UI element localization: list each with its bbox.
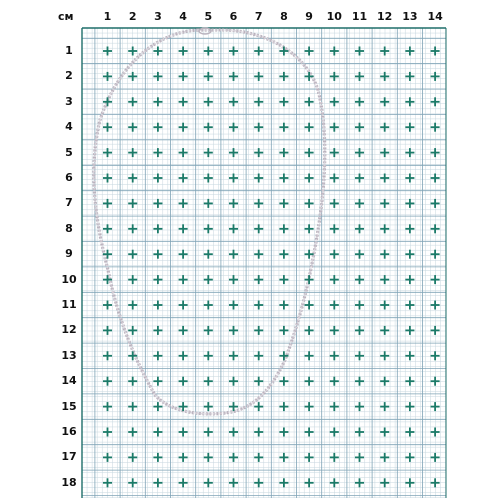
cross-marker [179, 199, 188, 208]
cross-marker [179, 301, 188, 310]
cross-marker [229, 428, 238, 437]
cross-marker [204, 478, 213, 487]
cross-marker [179, 326, 188, 335]
cross-marker [330, 351, 339, 360]
cross-marker [153, 351, 162, 360]
cross-marker [153, 377, 162, 386]
cross-marker [128, 377, 137, 386]
column-label: 3 [154, 10, 162, 23]
column-label: 14 [427, 10, 443, 23]
row-label: 7 [65, 196, 73, 210]
cross-marker [405, 174, 414, 183]
cross-marker [279, 250, 288, 259]
cross-marker [204, 199, 213, 208]
cross-marker [380, 301, 389, 310]
cross-marker [204, 174, 213, 183]
cross-marker [405, 250, 414, 259]
cross-marker [103, 428, 112, 437]
cross-marker [380, 377, 389, 386]
cross-marker [279, 428, 288, 437]
cross-marker [254, 47, 263, 56]
cross-marker [405, 47, 414, 56]
cross-marker [405, 199, 414, 208]
cross-marker [405, 453, 414, 462]
cross-marker [103, 199, 112, 208]
cross-marker [128, 453, 137, 462]
row-label: 5 [65, 145, 73, 159]
cross-marker [431, 199, 440, 208]
row-label: 18 [61, 475, 77, 489]
cross-marker [431, 351, 440, 360]
cross-marker [254, 224, 263, 233]
cross-marker [355, 428, 364, 437]
cross-marker [153, 428, 162, 437]
cross-marker [431, 402, 440, 411]
cross-marker [103, 326, 112, 335]
row-label: 16 [61, 425, 77, 438]
cross-marker [279, 326, 288, 335]
cross-marker [305, 275, 314, 284]
cross-marker [330, 377, 339, 386]
cross-marker [103, 148, 112, 157]
cross-marker [229, 148, 238, 157]
cross-marker [254, 428, 263, 437]
cross-marker [204, 47, 213, 56]
row-label: 10 [61, 272, 77, 286]
column-label: 12 [377, 10, 393, 23]
cross-marker [405, 301, 414, 310]
cross-marker [380, 428, 389, 437]
cross-marker [279, 174, 288, 183]
cross-marker [355, 351, 364, 360]
cross-marker [330, 301, 339, 310]
cross-marker [305, 478, 314, 487]
cross-marker [330, 326, 339, 335]
cross-marker [279, 377, 288, 386]
cross-marker [254, 250, 263, 259]
cross-marker [229, 199, 238, 208]
column-label: 2 [128, 10, 137, 23]
cross-marker [179, 377, 188, 386]
cross-marker [103, 224, 112, 233]
cross-marker [179, 428, 188, 437]
cross-marker [128, 402, 137, 411]
cross-marker [229, 402, 238, 411]
cross-marker [179, 174, 188, 183]
cross-marker [380, 326, 389, 335]
cross-marker [153, 326, 162, 335]
cross-marker [153, 47, 162, 56]
cross-marker [229, 250, 238, 259]
row-label: 15 [61, 399, 77, 413]
row-label: 17 [61, 450, 77, 464]
cross-marker [405, 377, 414, 386]
cross-marker [179, 47, 188, 56]
cross-marker [305, 301, 314, 310]
cross-marker [128, 224, 137, 233]
cross-marker [254, 326, 263, 335]
cross-marker [254, 148, 263, 157]
cross-marker [279, 199, 288, 208]
cross-marker [254, 199, 263, 208]
cross-marker [305, 351, 314, 360]
cross-marker [179, 224, 188, 233]
cross-marker [305, 47, 314, 56]
cross-marker [179, 275, 188, 284]
cross-marker [330, 174, 339, 183]
cross-marker [204, 402, 213, 411]
cross-marker [103, 478, 112, 487]
cross-marker [128, 174, 137, 183]
cross-marker [103, 301, 112, 310]
column-label: 1 [103, 10, 112, 23]
cross-marker [229, 377, 238, 386]
cross-marker [380, 478, 389, 487]
cross-marker [305, 250, 314, 259]
cross-marker [431, 428, 440, 437]
cross-marker [355, 174, 364, 183]
cross-marker [431, 377, 440, 386]
cross-marker [229, 301, 238, 310]
cross-marker [179, 250, 188, 259]
cross-marker [128, 326, 137, 335]
cross-marker [330, 148, 339, 157]
cross-marker [204, 326, 213, 335]
cross-marker [380, 453, 389, 462]
row-label: 12 [61, 323, 77, 337]
column-label: 5 [204, 10, 213, 23]
cross-marker [405, 428, 414, 437]
cross-marker [355, 148, 364, 157]
cross-marker [355, 275, 364, 284]
cross-marker [204, 377, 213, 386]
cross-marker [305, 453, 314, 462]
row-label: 2 [65, 69, 73, 83]
cross-marker [229, 453, 238, 462]
row-label: 8 [65, 221, 73, 235]
column-label: 9 [305, 10, 313, 23]
unit-label: см [58, 10, 74, 23]
cross-marker [103, 351, 112, 360]
cross-marker [204, 453, 213, 462]
cross-marker [431, 275, 440, 284]
cross-marker [204, 301, 213, 310]
minor-grid-lines [82, 28, 446, 498]
cross-marker [254, 478, 263, 487]
row-label: 4 [65, 120, 73, 134]
column-label: 8 [280, 10, 288, 23]
cross-marker [405, 351, 414, 360]
cross-marker [254, 275, 263, 284]
row-label: 6 [65, 171, 73, 184]
cross-marker [330, 224, 339, 233]
cross-marker [380, 275, 389, 284]
column-label: 4 [179, 10, 187, 23]
cross-marker [153, 148, 162, 157]
cross-marker [305, 428, 314, 437]
cross-marker [204, 275, 213, 284]
cross-marker [279, 224, 288, 233]
cross-marker [128, 250, 137, 259]
cross-marker [103, 47, 112, 56]
cross-marker [330, 250, 339, 259]
cross-marker [103, 453, 112, 462]
cross-marker [128, 199, 137, 208]
cross-marker [305, 199, 314, 208]
cross-marker [330, 275, 339, 284]
cross-marker [179, 351, 188, 360]
cross-marker [229, 478, 238, 487]
cross-marker [405, 148, 414, 157]
cross-marker [128, 47, 137, 56]
cross-marker [380, 402, 389, 411]
cross-marker [405, 326, 414, 335]
cross-marker [103, 377, 112, 386]
cross-marker [254, 301, 263, 310]
cross-marker [355, 478, 364, 487]
column-label: 6 [229, 10, 238, 23]
cross-marker [431, 301, 440, 310]
row-label: 3 [65, 94, 73, 108]
column-label: 7 [254, 10, 263, 23]
cross-marker [305, 174, 314, 183]
cross-marker [229, 47, 238, 56]
cross-marker [153, 224, 162, 233]
cross-marker [380, 174, 389, 183]
cross-marker [229, 275, 238, 284]
cross-marker [380, 224, 389, 233]
cross-marker [305, 224, 314, 233]
row-label: 1 [65, 44, 73, 57]
cross-marker [431, 453, 440, 462]
cross-marker [254, 351, 263, 360]
cross-marker [355, 250, 364, 259]
cross-marker [229, 224, 238, 233]
cross-marker [254, 453, 263, 462]
row-label: 11 [61, 298, 77, 311]
cross-marker [330, 47, 339, 56]
cross-marker [405, 224, 414, 233]
row-label: 14 [61, 374, 77, 388]
cross-marker [279, 148, 288, 157]
cross-marker [380, 351, 389, 360]
cross-marker [330, 402, 339, 411]
cross-marker [229, 326, 238, 335]
cross-marker [355, 301, 364, 310]
cross-marker [380, 250, 389, 259]
cross-marker [204, 250, 213, 259]
cross-marker [355, 47, 364, 56]
cross-marker [279, 478, 288, 487]
cross-marker [128, 428, 137, 437]
cross-marker [103, 174, 112, 183]
cross-marker [229, 351, 238, 360]
cross-marker [179, 478, 188, 487]
cross-marker [355, 377, 364, 386]
cross-marker [254, 402, 263, 411]
cross-marker [254, 174, 263, 183]
cross-marker [229, 174, 238, 183]
cross-marker [405, 478, 414, 487]
column-label: 10 [326, 10, 342, 23]
cross-marker [380, 199, 389, 208]
cross-marker [204, 428, 213, 437]
column-label: 11 [351, 10, 368, 23]
cross-marker [279, 402, 288, 411]
cross-marker [431, 174, 440, 183]
cross-marker [153, 402, 162, 411]
cross-marker [103, 402, 112, 411]
cross-marker [128, 148, 137, 157]
cross-marker [405, 402, 414, 411]
cross-marker [355, 224, 364, 233]
cross-marker [330, 478, 339, 487]
cross-marker [330, 199, 339, 208]
cross-marker [305, 377, 314, 386]
cross-marker [279, 453, 288, 462]
cross-marker [204, 351, 213, 360]
cross-marker [330, 428, 339, 437]
cross-marker [355, 199, 364, 208]
cross-marker [153, 250, 162, 259]
row-label: 9 [65, 247, 73, 261]
cross-marker [355, 402, 364, 411]
cross-marker [405, 275, 414, 284]
cross-marker [380, 47, 389, 56]
cross-marker [179, 148, 188, 157]
cross-marker [355, 326, 364, 335]
cross-marker [204, 148, 213, 157]
cross-marker [153, 275, 162, 284]
cross-marker [153, 174, 162, 183]
cross-marker [254, 377, 263, 386]
cross-marker [204, 224, 213, 233]
cross-marker [128, 301, 137, 310]
cross-marker [431, 478, 440, 487]
cross-marker [431, 250, 440, 259]
cross-marker [431, 148, 440, 157]
cross-marker [305, 402, 314, 411]
cross-marker [305, 148, 314, 157]
cross-marker [431, 224, 440, 233]
cross-marker [279, 301, 288, 310]
row-label: 13 [61, 348, 77, 362]
cross-marker [153, 301, 162, 310]
cross-marker [128, 478, 137, 487]
cross-marker [305, 326, 314, 335]
cross-marker [153, 478, 162, 487]
cross-marker [330, 453, 339, 462]
cross-marker [431, 47, 440, 56]
cross-marker [279, 275, 288, 284]
cross-marker [380, 148, 389, 157]
cross-marker [431, 326, 440, 335]
column-label: 13 [402, 10, 418, 23]
cross-marker [179, 453, 188, 462]
cross-marker [128, 275, 137, 284]
cross-marker [355, 453, 364, 462]
cross-marker [153, 199, 162, 208]
cross-marker [153, 453, 162, 462]
